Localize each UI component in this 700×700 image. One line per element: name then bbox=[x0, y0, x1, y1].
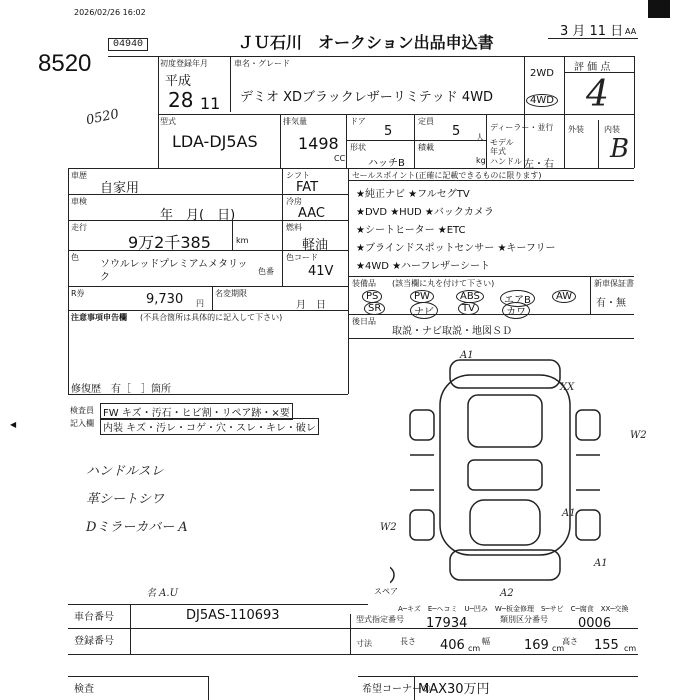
shape-label: 形状 bbox=[350, 143, 366, 152]
width-label: 幅 bbox=[482, 637, 490, 646]
capacity: 5 bbox=[452, 124, 461, 139]
body-color: ソウルレッドプレミアムメタリック bbox=[100, 259, 248, 283]
lot-number: 8520 bbox=[38, 50, 92, 77]
equip-aw: AW bbox=[552, 290, 576, 303]
chassis-label: 車台番号 bbox=[74, 612, 114, 623]
notes-sub: (不具合箇所は具体的に記入して下さい) bbox=[140, 313, 283, 322]
equip-tv: TV bbox=[458, 302, 479, 315]
displacement-label: 排気量 bbox=[283, 117, 307, 126]
inspect-note: ハンドルスレ bbox=[86, 464, 164, 479]
damage-legend: A─キズ E─ヘコミ U─凹み W─板金修理 S─サビ C─腐食 XX─交換 bbox=[398, 605, 629, 613]
reg-year: 28 bbox=[168, 88, 194, 112]
first-reg-label: 初度登録年月 bbox=[160, 59, 208, 68]
type-label: 型式 bbox=[160, 117, 176, 126]
sales-point: ★DVD ★HUD ★バックカメラ bbox=[356, 207, 494, 218]
int-score: B bbox=[610, 134, 630, 164]
equip-pw: PW bbox=[410, 290, 434, 303]
change-label: 名変期限 bbox=[215, 289, 247, 298]
model-label: 車名・グレード bbox=[234, 59, 290, 68]
length: 406 bbox=[440, 638, 465, 653]
inspect-row-interior: 内装 キズ・汚レ・コゲ・穴・スレ・キレ・破レ bbox=[100, 418, 319, 435]
color-no-label: 色番 bbox=[258, 267, 274, 276]
equip-abs: ABS bbox=[456, 290, 484, 303]
chassis-number: DJ5AS-110693 bbox=[186, 608, 280, 623]
serial-number: 04940 bbox=[108, 38, 148, 51]
color-label: 色 bbox=[71, 253, 79, 262]
damage-mark: W2 bbox=[380, 522, 397, 533]
equip-sub: (該当欄に丸を付けて下さい) bbox=[392, 279, 495, 288]
doors-label: ドア bbox=[350, 117, 366, 126]
equip-leather: カワ bbox=[502, 302, 530, 319]
warranty: 有・無 bbox=[596, 298, 626, 309]
inspector-label: 検査員 bbox=[70, 406, 94, 415]
sales-point: ★シートヒーター ★ETC bbox=[356, 225, 466, 236]
damage-mark: A1 bbox=[594, 558, 608, 569]
cm-unit: cm bbox=[624, 644, 637, 653]
color-code: 41V bbox=[308, 264, 334, 279]
after-label: 後日品 bbox=[352, 317, 376, 326]
damage-mark: A1 bbox=[562, 508, 576, 519]
ac: AAC bbox=[298, 206, 325, 221]
inspection-label: 検査 bbox=[74, 684, 94, 695]
model-year-label: モデル年式 bbox=[490, 138, 514, 156]
cm-unit: cm bbox=[468, 644, 481, 653]
reg-number-label: 登録番号 bbox=[74, 636, 114, 647]
height: 155 bbox=[594, 638, 619, 653]
sales-point: ★ブラインドスポットセンサー ★キーフリー bbox=[356, 243, 556, 254]
corner-mark bbox=[648, 0, 670, 18]
equip-navi: ナビ bbox=[410, 302, 438, 319]
equip-airbag: エアB bbox=[500, 290, 535, 307]
shift: FAT bbox=[296, 180, 319, 195]
usage-label: 車歴 bbox=[71, 171, 87, 180]
damage-mark: XX bbox=[560, 382, 575, 393]
width: 169 bbox=[524, 638, 549, 653]
kg-unit: kg bbox=[476, 156, 486, 165]
capacity-unit: 人 bbox=[476, 133, 484, 142]
shift-label: シフト bbox=[286, 171, 310, 180]
eval-score: 4 bbox=[586, 74, 609, 115]
sales-label: セールスポイント(正確に記載できるものに限ります) bbox=[352, 171, 542, 180]
category-no: 0006 bbox=[578, 616, 612, 631]
era: 平成 bbox=[165, 74, 192, 89]
color-code-label: 色コード bbox=[286, 253, 318, 262]
model-no-label: 型式指定番号 bbox=[356, 615, 404, 624]
usage: 自家用 bbox=[100, 181, 140, 196]
application-date: 3 月 11 日 bbox=[560, 24, 624, 39]
damage-mark: A1 bbox=[460, 350, 474, 361]
hope-corner: MAX30万円 bbox=[418, 682, 490, 697]
drive-4wd-circled: 4WD bbox=[526, 94, 558, 107]
change-deadline: 月 日 bbox=[296, 300, 326, 311]
drive-2wd: 2WD bbox=[530, 68, 554, 79]
damage-mark: W2 bbox=[630, 430, 647, 441]
recycle-fee: 9,730 bbox=[146, 292, 184, 307]
mileage: 9万2千385 bbox=[128, 233, 211, 252]
vehicle-type: LDA-DJ5AS bbox=[172, 132, 258, 151]
handle-label: ハンドル bbox=[490, 157, 522, 166]
equip-sr: SR bbox=[364, 302, 385, 315]
hope-corner-label: 希望コーナー① bbox=[362, 684, 431, 695]
inspect-row-fw: FW キズ・汚石・ヒビ割・リペア跡・×要 bbox=[100, 403, 293, 420]
category-label: 類別区分番号 bbox=[500, 615, 548, 624]
inspect-note: 革シートシワ bbox=[86, 492, 165, 507]
dealer-label: ディーラー・並行 bbox=[490, 123, 554, 132]
warranty-label: 新車保証書 bbox=[594, 279, 634, 288]
ext-label: 外装 bbox=[568, 125, 584, 134]
equip-label: 装備品 bbox=[352, 279, 376, 288]
sales-point: ★4WD ★ハーフレザーシート bbox=[356, 261, 490, 272]
shaken-label: 車検 bbox=[71, 197, 87, 206]
cc-unit: CC bbox=[334, 154, 346, 163]
reg-month: 11 bbox=[200, 94, 221, 113]
displacement: 1498 bbox=[298, 134, 339, 153]
after-items: 取説・ナビ取説・地図ＳＤ bbox=[392, 326, 512, 337]
yen-unit: 円 bbox=[196, 299, 204, 308]
length-label: 長さ bbox=[400, 637, 416, 646]
capacity-label: 定員 bbox=[418, 117, 434, 126]
int-label: 内装 bbox=[604, 125, 620, 134]
inspector-label-2: 記入欄 bbox=[70, 419, 94, 428]
form-title: ＪＵ石川 オークション出品申込書 bbox=[238, 33, 494, 52]
ac-label: 冷房 bbox=[286, 197, 302, 206]
model-no: 17934 bbox=[426, 616, 468, 631]
handwritten-number: 0520 bbox=[84, 106, 121, 129]
handle-side: 左・右 bbox=[524, 159, 554, 170]
mileage-label: 走行 bbox=[71, 223, 87, 232]
shaken: 年 月( 日) bbox=[160, 208, 236, 223]
fuel-label: 燃料 bbox=[286, 223, 302, 232]
sales-point: ★純正ナビ ★フルセグTV bbox=[356, 189, 470, 200]
km-unit: km bbox=[236, 236, 249, 245]
sales-points bbox=[356, 186, 556, 276]
fuel: 軽油 bbox=[302, 238, 329, 253]
doors: 5 bbox=[384, 124, 393, 139]
height-label: 高さ bbox=[562, 637, 578, 646]
repair-history: 修復歴 有［ ］箇所 bbox=[71, 384, 171, 395]
damage-mark: A2 bbox=[500, 588, 514, 599]
cm-unit: cm bbox=[552, 644, 565, 653]
recycle-label: R券 bbox=[71, 289, 85, 298]
date-suffix: AA bbox=[625, 27, 637, 36]
inspector-sign: 名 A.U bbox=[146, 588, 179, 599]
shape: ハッチB bbox=[368, 158, 405, 169]
load-label: 積載 bbox=[418, 143, 434, 152]
spare-label: スペア bbox=[374, 587, 398, 596]
dimension-label: 寸法 bbox=[356, 639, 372, 648]
model-grade: デミオ XDブラックレザーリミテッド 4WD bbox=[240, 90, 494, 105]
equip-ps: PS bbox=[362, 290, 382, 303]
inspect-note: Dミラーカバー A bbox=[86, 520, 188, 535]
side-marker: ◀ bbox=[10, 420, 17, 429]
timestamp: 2026/02/26 16:02 bbox=[74, 8, 146, 17]
notes-label: 注意事項申告欄 bbox=[71, 313, 127, 322]
eval-label: 評 価 点 bbox=[574, 62, 611, 73]
